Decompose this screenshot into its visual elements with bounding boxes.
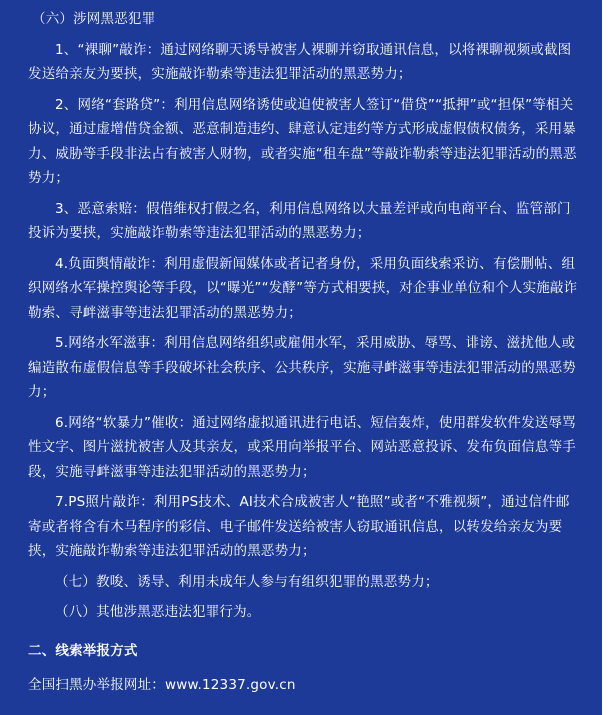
item-soft-violence-collection: 6.网络“软暴力”催收：通过网络虚拟通讯进行电话、短信轰炸，使用群发软件发送辱骂性文字、图片滋扰被害人及其亲友，或采用向举报平台、网站恶意投诉、发布负面信息等手段，实施寻衅滋事等违法犯罪活动的黑恶势力；: [28, 414, 576, 480]
section-six-heading: （六）涉网黑恶犯罪: [32, 11, 156, 27]
page-margin: [602, 0, 615, 715]
item-negative-opinion-extortion: 4.负面舆情敲诈：利用虚假新闻媒体或者记者身份，采用负面线索采访、有偿删帖、组织网络水军操控舆论等手段，以“曝光”“发酵”等方式相要挟，对企事业单位和个人实施敲诈勒索、寻衅滋事等违法犯罪活动的黑恶势力；: [28, 255, 578, 321]
report-website-line: 全国扫黑办举报网址：www.12337.gov.cn: [28, 677, 296, 693]
item-ps-photo-extortion: 7.PS照片敲诈：利用PS技术、AI技术合成被害人“艳照”或者“不雅视频”，通过信件邮寄或者将含有木马程序的彩信、电子邮件发送给被害人窃取通讯信息，以转发给亲友为要挟，实施敲诈勒索等违法犯罪活动的黑恶势力；: [28, 494, 570, 559]
section-seven: （七）教唆、诱导、利用未成年人参与有组织犯罪的黑恶势力；: [55, 573, 439, 590]
report-section-title: 二、线索举报方式: [28, 642, 138, 659]
item-nude-chat-extortion: 1、“裸聊”敲诈：通过网络聊天诱导被害人裸聊并窃取通讯信息，以将裸聊视频或截图发送给亲友为要挟，实施敲诈勒索等违法犯罪活动的黑恶势力；: [28, 41, 572, 82]
item-internet-troll-trouble: 5.网络水军滋事：利用信息网络组织或雇佣水军，采用威胁、辱骂、诽谤、滋扰他人或编造散布虚假信息等手段破坏社会秩序、公共秩序，实施寻衅滋事等违法犯罪活动的黑恶势力；: [28, 335, 576, 400]
item-malicious-claims: 3、恶意索赔：假借维权打假之名，利用信息网络以大量差评或向电商平台、监管部门投诉为要挟，实施敲诈勒索等违法犯罪活动的黑恶势力；: [28, 200, 571, 241]
section-eight: （八）其他涉黑恶违法犯罪行为。: [55, 604, 261, 620]
item-online-loan-trap: 2、网络“套路贷”：利用信息网络诱使或迫使被害人签订“借贷”“抵押”或“担保”等相关协议，通过虚增借贷金额、恶意制造违约、肆意认定违约等方式形成虚假债权债务，采用暴力、威胁等手段非法占有被害人财物，或者实施“租车盘”等敲诈勒索等违法犯罪活动的黑恶势力；: [28, 96, 577, 186]
